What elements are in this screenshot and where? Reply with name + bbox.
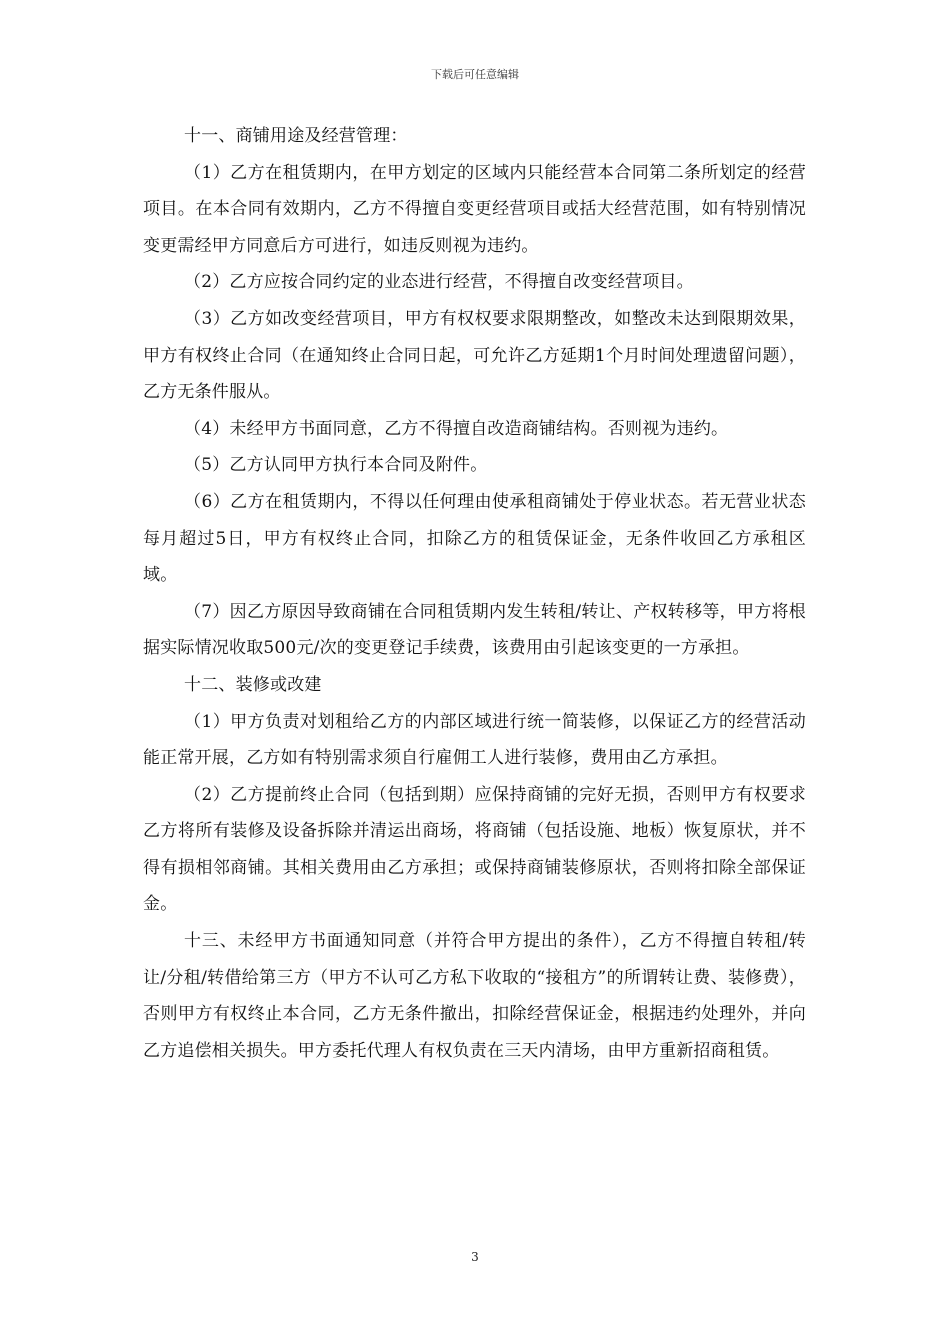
- section-11-heading: 十一、商铺用途及经营管理：: [184, 126, 408, 146]
- section-12-heading: 十二、装修或改建: [184, 674, 322, 695]
- header-note: 下载后可任意编辑: [431, 68, 519, 81]
- section-12-item-2: （2）乙方提前终止合同（包括到期）应保持商铺的完好无损，否则甲方有权要求乙方将所有装修及设备拆除并清运出商场，将商铺（包括设施、地板）恢复原状，并不得有损相邻商铺。其相关费用由乙方承担；或保持商铺装修原状，否则将扣除全部保证金。: [143, 784, 806, 915]
- section-11-item-7: （7）因乙方原因导致商铺在合同租赁期内发生转租/转让、产权转移等，甲方将根据实际情况收取500元/次的变更登记手续费，该费用由引起该变更的一方承担。: [143, 601, 806, 659]
- section-11-item-1: （1）乙方在租赁期内，在甲方划定的区域内只能经营本合同第二条所划定的经营项目。在本合同有效期内，乙方不得擅自变更经营项目或括大经营范围，如有特别情况变更需经甲方同意后方可进行，如违反则视为违约。: [143, 162, 806, 256]
- section-11-item-4: （4）未经甲方书面同意，乙方不得擅自改造商铺结构。否则视为违约。: [184, 418, 729, 439]
- document-body: [143, 118, 806, 1069]
- section-11-item-5: （5）乙方认同甲方执行本合同及附件。: [184, 455, 488, 476]
- section-11-item-3: （3）乙方如改变经营项目，甲方有权权要求限期整改，如整改未达到限期效果，甲方有权终止合同（在通知终止合同日起，可允许乙方延期1个月时间处理遗留问题），乙方无条件服从。: [143, 308, 806, 403]
- section-11-item-2: （2）乙方应按合同约定的业态进行经营，不得擅自改变经营项目。: [184, 272, 694, 293]
- section-11-item-6: （6）乙方在租赁期内，不得以任何理由使承租商铺处于停业状态。若无营业状态每月超过5日，甲方有权终止合同，扣除乙方的租赁保证金，无条件收回乙方承租区域。: [143, 491, 806, 586]
- section-13-paragraph: 十三、未经甲方书面通知同意（并符合甲方提出的条件），乙方不得擅自转租/转让/分租/转借给第三方（甲方不认可乙方私下收取的“接租方”的所谓转让费、装修费），否则甲方有权终止本合同，乙方无条件撤出，扣除经营保证金，根据违约处理外，并向乙方追偿相关损失。甲方委托代理人有权负责在三天内清场，由甲方重新招商租赁。: [143, 931, 806, 1061]
- page-number: 3: [471, 1250, 479, 1264]
- section-12-item-1: （1）甲方负责对划租给乙方的内部区域进行统一简装修，以保证乙方的经营活动能正常开展，乙方如有特别需求须自行雇佣工人进行装修，费用由乙方承担。: [143, 711, 806, 769]
